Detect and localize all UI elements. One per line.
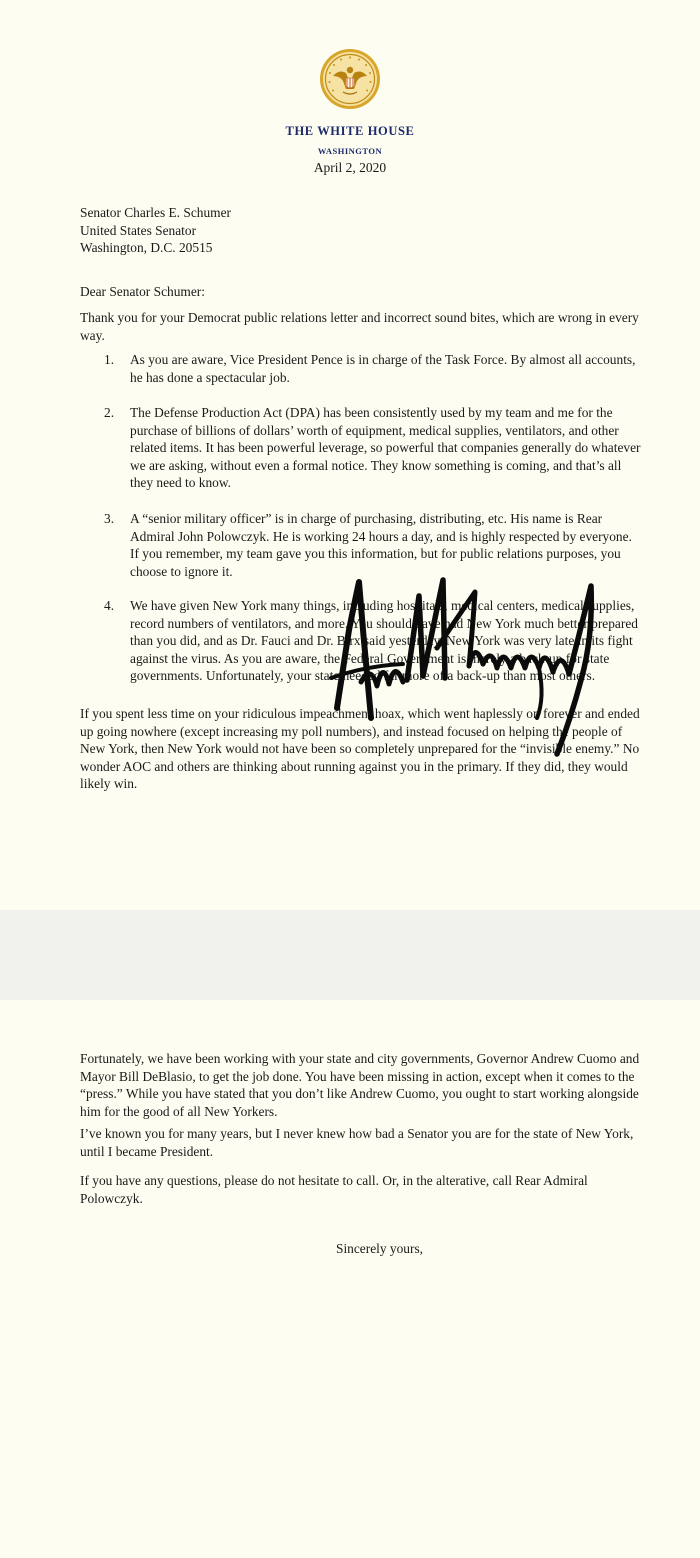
body-paragraph: I’ve known you for many years, but I never knew how bad a Senator you are for the state of New York, until I became President. [80,1126,634,1159]
presidential-seal-icon [319,48,381,110]
letter-page-2 [0,1000,700,1558]
letterhead-title: THE WHITE HOUSE [285,124,415,138]
list-item-text: The Defense Production Act (DPA) has been consistently used by my team and me for the purchase of billions of dollars’ worth of equipment, medical supplies, ventilators, and other related items. It has been powerful leverage, so powerful that companies generally do whatever we are asking, without even a formal notice. They know something is coming, and that’s all they need to know. [130,405,641,490]
list-item-number: 4. [104,598,115,613]
list-item-text: A “senior military officer” is in charge of purchasing, distributing, etc. His name is Rear Admiral John Polowczyk. He is working 24 hours a day, and is highly respected by everyone. If you remember, my team gave you this information, but for public relations purposes, you choose to ignore it. [130,511,632,579]
recipient-address: Washington, D.C. 20515 [80,240,213,255]
recipient-address-block [80,204,580,257]
letter-date: April 2, 2020 [313,160,387,175]
list-item-number: 3. [104,511,115,526]
handwritten-signature-icon [325,568,625,768]
body-paragraph: Fortunately, we have been working with your state and city governments, Governor Andrew Cuomo and Mayor Bill DeBlasio, to get the job done. You have been missing in action, except when it comes to the “press.” While you have stated that you don’t like Andrew Cuomo, you ought to start working alongside him for the good of all New Yorkers. [80,1051,640,1119]
list-item-text: We have given New York many things, including hospitals, medical centers, medical supplies, record numbers of ventilators, and more. You should have had New York much better prepared than you did, and as Dr. Fauci and Dr. Birx said yesterday, New York was very late in its fight against the virus. As you are aware, the Federal Government is merely a back-up for state governments. Unfortunately, your state needed far more of a back-up than most others. [130,598,638,683]
recipient-title: United States Senator [80,222,197,238]
page-divider [0,910,700,1000]
intro-paragraph: Thank you for your Democrat public relations letter and incorrect sound bites, which are wrong in every way. [80,310,639,343]
list-item-number: 1. [104,352,115,367]
closing: Sincerely yours, [336,1241,424,1256]
recipient-name: Senator Charles E. Schumer [80,205,231,220]
list-item-number: 2. [104,405,115,420]
list-item [104,351,644,386]
impeachment-paragraph: If you spent less time on your ridiculous impeachment hoax, which went haplessly on forever and ended up going nowhere (except increasing my poll numbers), and instead focused on helping the people of New York, then New York would not have been so completely unprepared for the “invisible enemy.” No wonder AOC and others are thinking about running against you in the primary. If they did, they would likely win. [80,706,640,791]
list-item [104,404,644,492]
body-paragraph: If you have any questions, please do not hesitate to call. Or, in the alterative, call Rear Admiral Polowczyk. [80,1173,588,1206]
letterhead-subtitle: WASHINGTON [317,146,383,156]
list-item-text: As you are aware, Vice President Pence is in charge of the Task Force. By almost all accounts, he has done a spectacular job. [130,352,636,385]
salutation: Dear Senator Schumer: [80,284,205,299]
